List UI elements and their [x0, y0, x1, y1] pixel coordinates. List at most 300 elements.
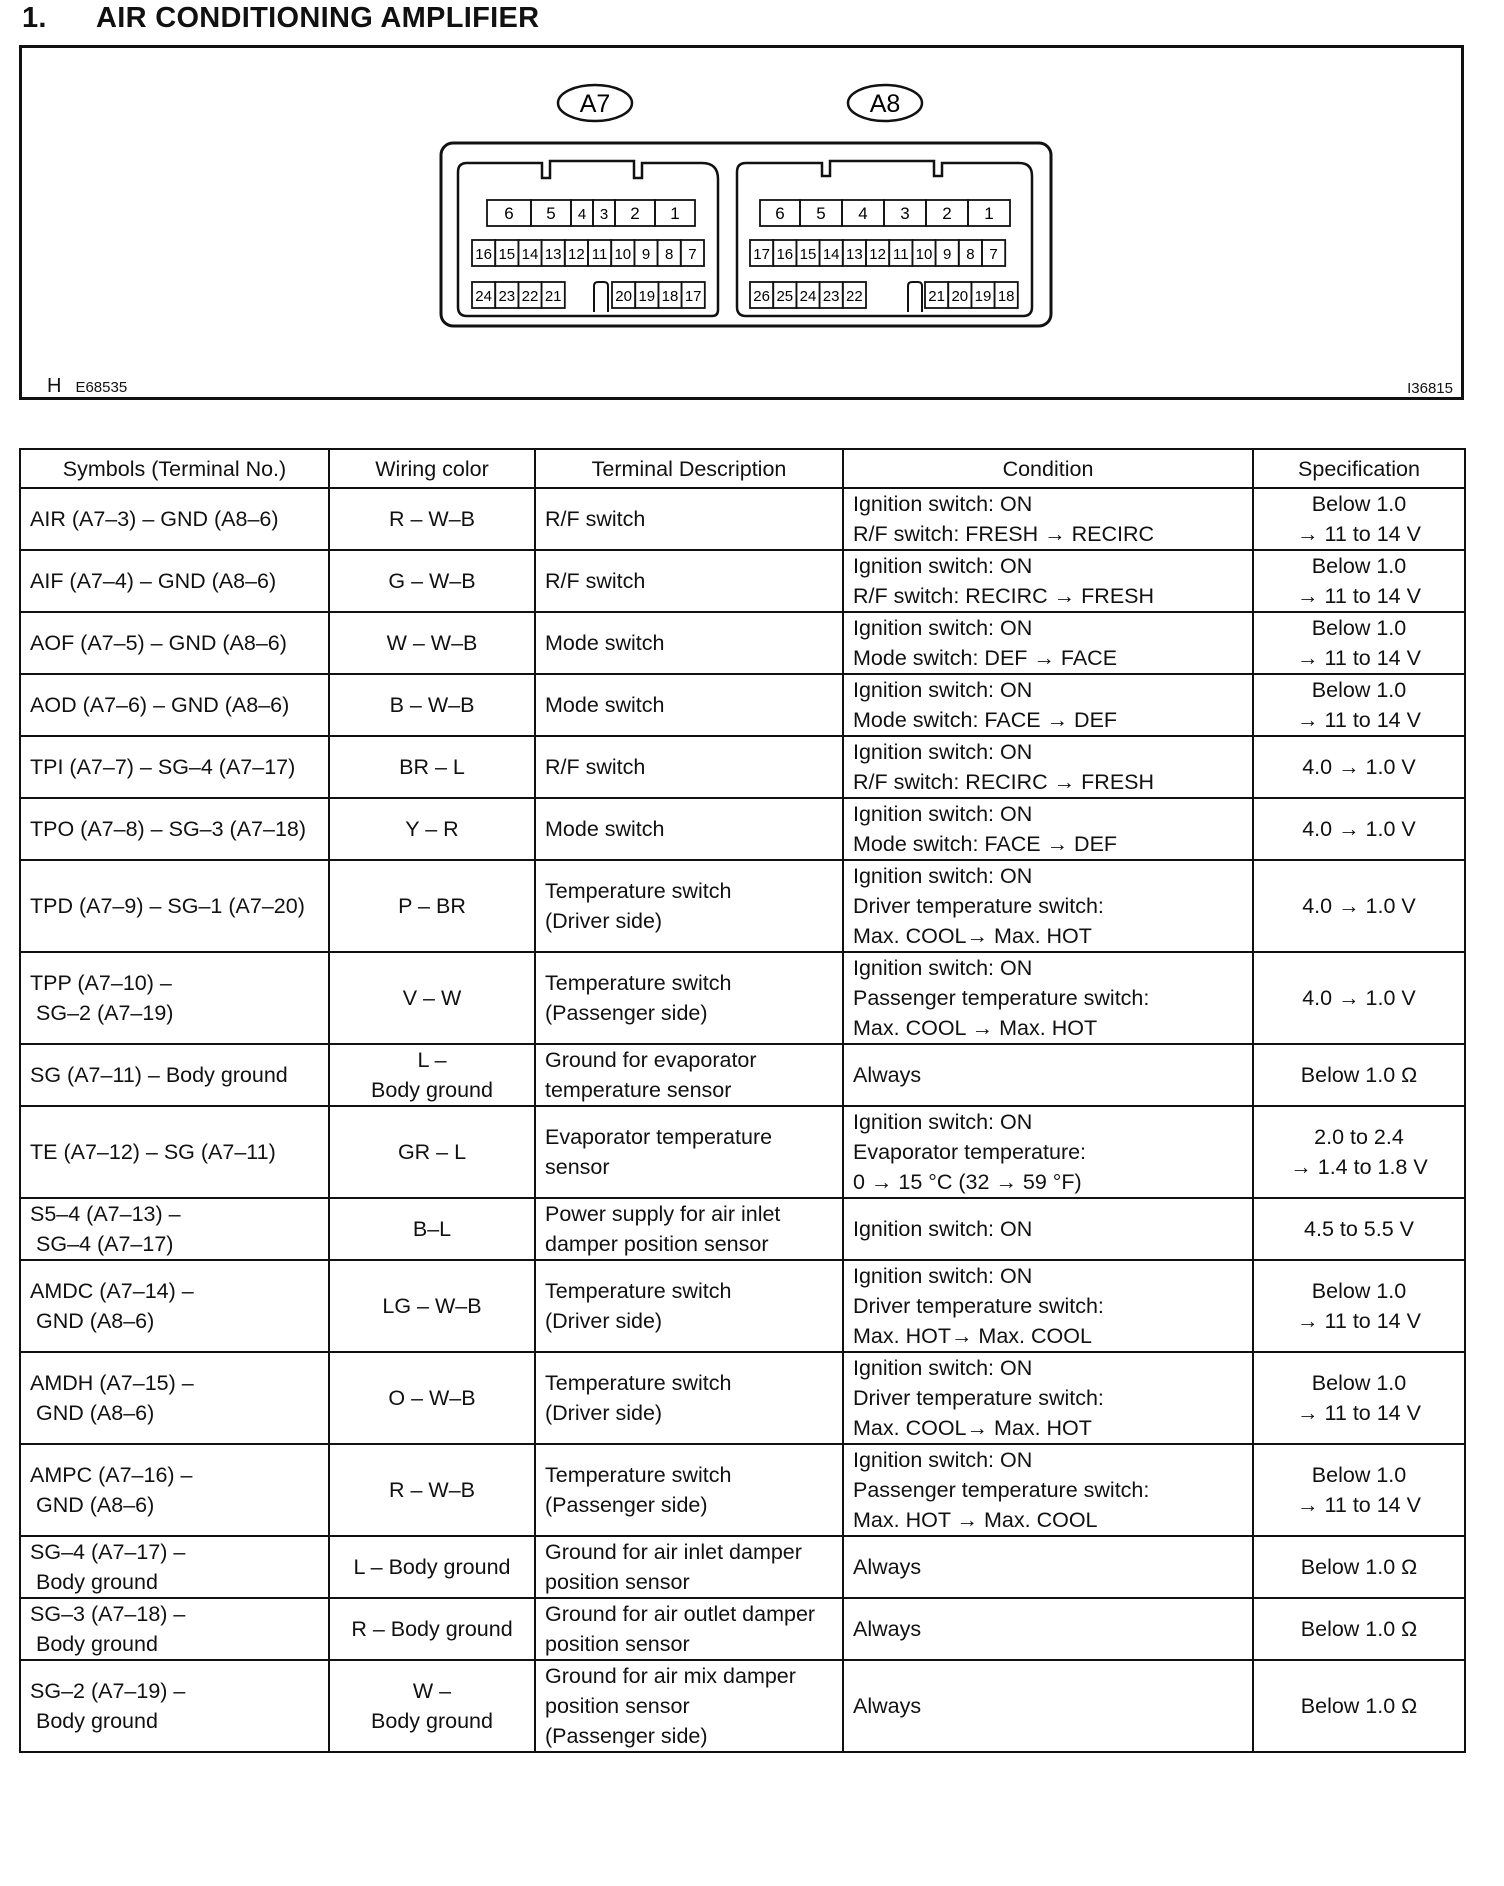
table-row — [20, 1536, 1465, 1598]
cell-line: GND (A8–6) — [36, 1401, 155, 1425]
cell-terminal-description — [535, 1660, 843, 1752]
cell-line: AIR (A7–3) – GND (A8–6) — [30, 507, 279, 531]
cell-line: Max. COOL → Max. HOT — [853, 1016, 1098, 1040]
cell-line: (Driver side) — [545, 909, 663, 933]
section-number: 1. — [22, 2, 47, 34]
table-row — [20, 1352, 1465, 1444]
table-row — [20, 860, 1465, 952]
cell-line: sensor — [545, 1155, 610, 1179]
cell-line: → 11 to 14 V — [1297, 522, 1421, 546]
cell-line: GND (A8–6) — [36, 1309, 155, 1333]
cell-condition — [843, 1106, 1253, 1198]
cell-line: Ignition switch: ON — [853, 864, 1033, 888]
cell-specification — [1253, 612, 1465, 674]
cell-line: BR – L — [399, 755, 465, 779]
table-row — [20, 1044, 1465, 1106]
cell-line: R/F switch — [545, 755, 646, 779]
cell-line: Ignition switch: ON — [853, 554, 1033, 578]
cell-symbols — [20, 736, 329, 798]
a7-pin: 16 — [475, 246, 492, 263]
cell-line: Driver temperature switch: — [853, 1294, 1104, 1318]
cell-wiring-color — [329, 488, 535, 550]
a8-label: A8 — [869, 90, 901, 118]
cell-line: G – W–B — [388, 569, 476, 593]
cell-line: V – W — [402, 986, 462, 1010]
cell-terminal-description — [535, 1536, 843, 1598]
cell-specification — [1253, 1260, 1465, 1352]
cell-terminal-description — [535, 550, 843, 612]
cell-line: Ignition switch: ON — [853, 492, 1033, 516]
a7-pin: 14 — [521, 246, 539, 263]
table-header-row — [20, 449, 1465, 488]
cell-line: 4.0 → 1.0 V — [1302, 755, 1416, 779]
cell-specification — [1253, 1660, 1465, 1752]
cell-specification — [1253, 736, 1465, 798]
cell-line: Below 1.0 — [1311, 492, 1407, 516]
table-row — [20, 1260, 1465, 1352]
cell-line: R/F switch — [545, 569, 646, 593]
cell-line: Mode switch: FACE → DEF — [853, 832, 1118, 856]
cell-line: Below 1.0 Ω — [1300, 1694, 1418, 1718]
cell-symbols — [20, 1598, 329, 1660]
cell-line: Evaporator temperature — [545, 1125, 773, 1149]
cell-terminal-description — [535, 1260, 843, 1352]
a7-pin: 10 — [614, 246, 632, 263]
cell-line: GR – L — [397, 1140, 467, 1164]
cell-symbols — [20, 1260, 329, 1352]
cell-terminal-description — [535, 1352, 843, 1444]
cell-line: Body ground — [371, 1709, 493, 1733]
cell-line: R/F switch: RECIRC → FRESH — [853, 770, 1155, 794]
table-row — [20, 550, 1465, 612]
cell-condition — [843, 952, 1253, 1044]
a7-pin: 5 — [546, 204, 556, 223]
connector-key-notch — [908, 282, 922, 312]
cell-symbols — [20, 1352, 329, 1444]
cell-line: Body ground — [36, 1570, 158, 1594]
a8-pin: 21 — [928, 288, 945, 305]
cell-line: Always — [853, 1063, 922, 1087]
connector-figure — [19, 45, 1464, 400]
cell-line: Ground for air inlet damper — [545, 1540, 802, 1564]
cell-line: (Driver side) — [545, 1309, 663, 1333]
cell-line: Y – R — [405, 817, 459, 841]
table-row — [20, 798, 1465, 860]
cell-line: position sensor — [545, 1632, 690, 1656]
cell-symbols — [20, 674, 329, 736]
cell-condition — [843, 1598, 1253, 1660]
cell-symbols — [20, 1444, 329, 1536]
cell-line: AMDH (A7–15) – — [30, 1371, 194, 1395]
cell-line: Ignition switch: ON — [853, 1217, 1033, 1241]
cell-terminal-description — [535, 860, 843, 952]
a7-pin: 6 — [504, 204, 514, 223]
a7-pin: 9 — [641, 246, 651, 263]
cell-line: AMPC (A7–16) – — [30, 1463, 193, 1487]
cell-line: R – W–B — [388, 1478, 476, 1502]
cell-line: → 11 to 14 V — [1297, 708, 1421, 732]
cell-line: Ignition switch: ON — [853, 956, 1033, 980]
cell-wiring-color — [329, 798, 535, 860]
header-wiring-color: Wiring color — [329, 449, 535, 488]
cell-line: Evaporator temperature: — [853, 1140, 1087, 1164]
cell-line: TPD (A7–9) – SG–1 (A7–20) — [30, 894, 305, 918]
cell-line: Driver temperature switch: — [853, 894, 1104, 918]
cell-line: SG–4 (A7–17) – — [30, 1540, 186, 1564]
a8-pin: 13 — [846, 246, 863, 263]
cell-line: → 11 to 14 V — [1297, 1401, 1421, 1425]
cell-line: Mode switch: FACE → DEF — [853, 708, 1118, 732]
cell-line: SG (A7–11) – Body ground — [30, 1063, 288, 1087]
cell-line: Always — [853, 1555, 922, 1579]
cell-condition — [843, 1536, 1253, 1598]
cell-line: Passenger temperature switch: — [853, 1478, 1150, 1502]
cell-line: Below 1.0 — [1311, 1279, 1407, 1303]
cell-condition — [843, 612, 1253, 674]
a8-pin: 10 — [915, 246, 933, 263]
cell-line: Passenger temperature switch: — [853, 986, 1150, 1010]
a8-pin: 1 — [984, 204, 994, 223]
cell-line: Below 1.0 — [1311, 1463, 1407, 1487]
figure-code-right: I36815 — [1407, 380, 1453, 397]
cell-line: damper position sensor — [545, 1232, 769, 1256]
cell-symbols — [20, 860, 329, 952]
cell-line: L – — [417, 1048, 447, 1072]
cell-line: R – Body ground — [351, 1617, 513, 1641]
cell-symbols — [20, 798, 329, 860]
cell-terminal-description — [535, 612, 843, 674]
cell-line: Mode switch: DEF → FACE — [853, 646, 1118, 670]
a8-pin: 19 — [974, 288, 992, 305]
cell-condition — [843, 1260, 1253, 1352]
cell-line: Max. HOT → Max. COOL — [853, 1508, 1098, 1532]
cell-specification — [1253, 1106, 1465, 1198]
a7-pin: 24 — [475, 288, 492, 305]
cell-terminal-description — [535, 798, 843, 860]
cell-line: Temperature switch — [545, 1463, 732, 1487]
cell-line: Driver temperature switch: — [853, 1386, 1104, 1410]
cell-line: Ignition switch: ON — [853, 616, 1033, 640]
cell-terminal-description — [535, 952, 843, 1044]
table-row — [20, 952, 1465, 1044]
cell-wiring-color — [329, 1260, 535, 1352]
cell-line: TPP (A7–10) – — [30, 971, 172, 995]
a7-pin: 17 — [684, 288, 702, 305]
cell-line: Ignition switch: ON — [853, 678, 1033, 702]
a8-pin: 5 — [816, 204, 826, 223]
cell-line: SG–3 (A7–18) – — [30, 1602, 186, 1626]
a8-pin: 15 — [799, 246, 817, 263]
cell-line: AMDC (A7–14) – — [30, 1279, 194, 1303]
cell-line: AOF (A7–5) – GND (A8–6) — [30, 631, 287, 655]
cell-specification — [1253, 1444, 1465, 1536]
cell-wiring-color — [329, 1044, 535, 1106]
cell-line: Ignition switch: ON — [853, 1356, 1033, 1380]
a7-pin: 21 — [544, 288, 562, 305]
a8-pin: 11 — [893, 246, 909, 263]
table-row — [20, 674, 1465, 736]
cell-condition — [843, 1198, 1253, 1260]
cell-line: position sensor — [545, 1570, 690, 1594]
cell-line: 4.0 → 1.0 V — [1302, 894, 1416, 918]
cell-wiring-color — [329, 612, 535, 674]
cell-symbols — [20, 952, 329, 1044]
cell-condition — [843, 736, 1253, 798]
table-body — [20, 488, 1465, 1752]
cell-line: B–L — [412, 1217, 452, 1241]
cell-line: 4.5 to 5.5 V — [1304, 1217, 1414, 1241]
cell-line: (Passenger side) — [545, 1493, 708, 1517]
table-row — [20, 1660, 1465, 1752]
cell-line: → 11 to 14 V — [1297, 646, 1421, 670]
table-row — [20, 488, 1465, 550]
cell-symbols — [20, 488, 329, 550]
cell-line: SG–2 (A7–19) – — [30, 1679, 186, 1703]
cell-line: R/F switch — [545, 507, 646, 531]
cell-line: O – W–B — [388, 1386, 476, 1410]
terminal-pins — [472, 200, 1018, 312]
cell-symbols — [20, 1106, 329, 1198]
a7-pin: 11 — [591, 246, 608, 263]
cell-line: Ignition switch: ON — [853, 1448, 1033, 1472]
a7-pin: 12 — [568, 246, 585, 263]
terminal-spec-table — [19, 448, 1466, 1753]
cell-specification — [1253, 1352, 1465, 1444]
a7-pin: 22 — [521, 288, 539, 305]
cell-line: Below 1.0 Ω — [1300, 1617, 1418, 1641]
cell-line: SG–4 (A7–17) — [36, 1232, 174, 1256]
cell-line: → 11 to 14 V — [1297, 1493, 1421, 1517]
cell-line: Ignition switch: ON — [853, 802, 1033, 826]
figure-code-letter: H — [47, 375, 62, 397]
cell-condition — [843, 798, 1253, 860]
a7-pin: 15 — [498, 246, 516, 263]
header-terminal-description: Terminal Description — [535, 449, 843, 488]
a8-pin: 12 — [869, 246, 886, 263]
table-row — [20, 1198, 1465, 1260]
cell-line: TPI (A7–7) – SG–4 (A7–17) — [30, 755, 296, 779]
cell-line: Ignition switch: ON — [853, 1264, 1033, 1288]
cell-line: P – BR — [398, 894, 466, 918]
cell-wiring-color — [329, 550, 535, 612]
cell-line: Ground for air outlet damper — [545, 1602, 816, 1626]
a8-pin: 7 — [989, 246, 998, 263]
table-row — [20, 612, 1465, 674]
cell-specification — [1253, 1536, 1465, 1598]
cell-line: 2.0 to 2.4 — [1314, 1125, 1404, 1149]
cell-line: (Passenger side) — [545, 1001, 708, 1025]
cell-symbols — [20, 1660, 329, 1752]
cell-condition — [843, 860, 1253, 952]
cell-specification — [1253, 550, 1465, 612]
cell-line: Ground for air mix damper — [545, 1664, 796, 1688]
cell-line: Below 1.0 Ω — [1300, 1063, 1418, 1087]
cell-line: L – Body ground — [353, 1555, 511, 1579]
cell-symbols — [20, 612, 329, 674]
a7-label: A7 — [579, 90, 611, 118]
a8-pin: 20 — [951, 288, 969, 305]
cell-condition — [843, 550, 1253, 612]
a8-pin: 2 — [942, 204, 952, 223]
a8-pin: 22 — [846, 288, 863, 305]
cell-line: Always — [853, 1694, 922, 1718]
header-condition: Condition — [843, 449, 1253, 488]
cell-line: TPO (A7–8) – SG–3 (A7–18) — [30, 817, 307, 841]
cell-line: R – W–B — [388, 507, 476, 531]
cell-line: Temperature switch — [545, 1371, 732, 1395]
a8-pin: 6 — [775, 204, 785, 223]
cell-line: 4.0 → 1.0 V — [1302, 986, 1416, 1010]
cell-line: Below 1.0 — [1311, 678, 1407, 702]
cell-line: → 11 to 14 V — [1297, 584, 1421, 608]
cell-line: SG–2 (A7–19) — [36, 1001, 174, 1025]
a7-pin: 13 — [544, 246, 562, 263]
a8-pin: 26 — [753, 288, 770, 305]
cell-wiring-color — [329, 736, 535, 798]
a7-pin: 1 — [670, 204, 680, 223]
header-symbols: Symbols (Terminal No.) — [20, 449, 329, 488]
cell-line: Below 1.0 — [1311, 554, 1407, 578]
cell-condition — [843, 1660, 1253, 1752]
a7-pin: 8 — [665, 246, 674, 263]
cell-wiring-color — [329, 952, 535, 1044]
cell-symbols — [20, 1198, 329, 1260]
a8-pin: 3 — [900, 204, 910, 223]
cell-wiring-color — [329, 1352, 535, 1444]
connector-key-notch — [594, 282, 608, 312]
a8-pin: 24 — [799, 288, 817, 305]
cell-line: temperature sensor — [545, 1078, 732, 1102]
a7-pin: 20 — [615, 288, 632, 305]
section-heading — [22, 2, 539, 35]
cell-wiring-color — [329, 1660, 535, 1752]
cell-condition — [843, 674, 1253, 736]
cell-wiring-color — [329, 674, 535, 736]
cell-wiring-color — [329, 1444, 535, 1536]
cell-terminal-description — [535, 1444, 843, 1536]
a8-pin: 9 — [943, 246, 952, 263]
cell-line: AIF (A7–4) – GND (A8–6) — [30, 569, 277, 593]
cell-condition — [843, 1352, 1253, 1444]
cell-line: Always — [853, 1617, 922, 1641]
cell-specification — [1253, 1198, 1465, 1260]
connector-diagram — [22, 48, 1461, 397]
cell-line: S5–4 (A7–13) – — [30, 1202, 181, 1226]
a8-pin: 25 — [776, 288, 794, 305]
cell-line: Ground for evaporator — [545, 1048, 757, 1072]
cell-line: 0 → 15 °C (32 → 59 °F) — [853, 1170, 1082, 1194]
cell-line: Below 1.0 — [1311, 616, 1407, 640]
a8-pin: 8 — [966, 246, 975, 263]
table-row — [20, 1444, 1465, 1536]
cell-line: Body ground — [371, 1078, 493, 1102]
a7-pin: 3 — [599, 206, 609, 223]
cell-line: B – W–B — [389, 693, 475, 717]
cell-line: LG – W–B — [382, 1294, 482, 1318]
cell-line: Ignition switch: ON — [853, 1110, 1033, 1134]
cell-terminal-description — [535, 736, 843, 798]
cell-line: (Driver side) — [545, 1401, 663, 1425]
a8-pin: 18 — [997, 288, 1015, 305]
cell-line: R/F switch: RECIRC → FRESH — [853, 584, 1155, 608]
a7-pin: 7 — [688, 246, 697, 263]
a7-pin: 23 — [498, 288, 516, 305]
cell-line: W – W–B — [386, 631, 478, 655]
cell-line: R/F switch: FRESH → RECIRC — [853, 522, 1155, 546]
section-title: AIR CONDITIONING AMPLIFIER — [96, 2, 540, 34]
a8-pin: 4 — [858, 204, 868, 223]
cell-line: Below 1.0 Ω — [1300, 1555, 1418, 1579]
a7-pin: 19 — [638, 288, 656, 305]
cell-symbols — [20, 550, 329, 612]
cell-terminal-description — [535, 1598, 843, 1660]
cell-condition — [843, 1044, 1253, 1106]
cell-terminal-description — [535, 674, 843, 736]
cell-condition — [843, 488, 1253, 550]
cell-line: Ignition switch: ON — [853, 740, 1033, 764]
cell-symbols — [20, 1044, 329, 1106]
cell-wiring-color — [329, 1598, 535, 1660]
cell-terminal-description — [535, 1044, 843, 1106]
cell-specification — [1253, 860, 1465, 952]
cell-line: 4.0 → 1.0 V — [1302, 817, 1416, 841]
a7-body — [458, 161, 718, 316]
header-specification: Specification — [1253, 449, 1465, 488]
cell-terminal-description — [535, 1198, 843, 1260]
cell-line: Power supply for air inlet — [545, 1202, 781, 1226]
cell-line: Mode switch — [545, 817, 665, 841]
cell-specification — [1253, 952, 1465, 1044]
a8-pin: 16 — [776, 246, 794, 263]
cell-line: Body ground — [36, 1632, 158, 1656]
cell-wiring-color — [329, 860, 535, 952]
cell-specification — [1253, 1598, 1465, 1660]
cell-wiring-color — [329, 1106, 535, 1198]
cell-line: Max. HOT→ Max. COOL — [853, 1324, 1092, 1348]
cell-wiring-color — [329, 1198, 535, 1260]
cell-line: Temperature switch — [545, 1279, 732, 1303]
cell-terminal-description — [535, 488, 843, 550]
cell-line: Temperature switch — [545, 971, 732, 995]
a8-pin: 17 — [753, 246, 770, 263]
figure-code-left — [47, 375, 127, 398]
cell-line: Max. COOL→ Max. HOT — [853, 1416, 1092, 1440]
cell-specification — [1253, 798, 1465, 860]
cell-line: Temperature switch — [545, 879, 732, 903]
cell-specification — [1253, 674, 1465, 736]
a7-pin: 2 — [630, 204, 640, 223]
a8-pin: 14 — [822, 246, 840, 263]
cell-line: Mode switch — [545, 631, 665, 655]
cell-line: Body ground — [36, 1709, 158, 1733]
cell-line: TE (A7–12) – SG (A7–11) — [30, 1140, 276, 1164]
cell-specification — [1253, 1044, 1465, 1106]
cell-line: W – — [412, 1679, 452, 1703]
cell-line: position sensor — [545, 1694, 690, 1718]
a8-pin: 23 — [822, 288, 840, 305]
cell-line: → 11 to 14 V — [1297, 1309, 1421, 1333]
cell-line: Below 1.0 — [1311, 1371, 1407, 1395]
cell-specification — [1253, 488, 1465, 550]
cell-terminal-description — [535, 1106, 843, 1198]
cell-line: → 1.4 to 1.8 V — [1290, 1155, 1428, 1179]
table-row — [20, 736, 1465, 798]
cell-line: Mode switch — [545, 693, 665, 717]
figure-code-number: E68535 — [75, 379, 128, 396]
table-row — [20, 1598, 1465, 1660]
a7-pin: 18 — [661, 288, 679, 305]
a7-pin: 4 — [577, 206, 587, 223]
